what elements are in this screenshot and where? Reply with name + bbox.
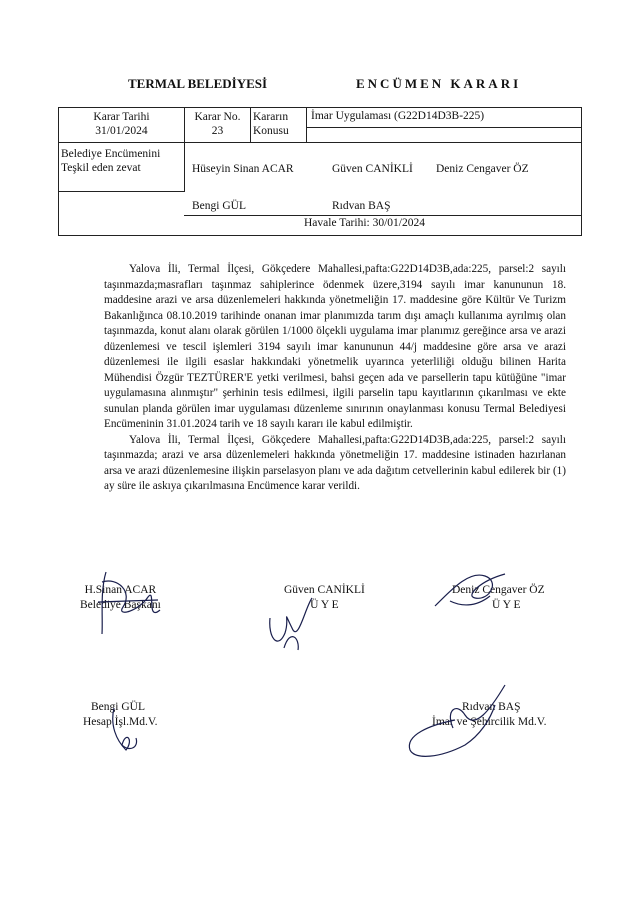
subject-label-cell xyxy=(251,108,307,142)
decision-paragraph-1: Yalova İli, Termal İlçesi, Gökçedere Mahallesi,pafta:G22D14D3B,ada:225, parsel:2 sayılı taşınmazda;masrafları taşınmaz sahiplerince ödenmek üzere,3194 sayılı imar kanununun 18. maddesine arazi ve arsa düzenlemeleri hakkında yönetmeliğin 17. maddesine göre Kültür Ve Turizm Bakanlığınca 08.10.2019 tarihinde onanan imar planımızda tarım dışı amaçlı kullanıma ayrılmış olan taşınmazda, konut alanı olarak görülen 1/1000 ölçekli uygulama imar planımız gereğince arsa ve arazi düzenlemesi ve tescil işlemleri 3194 sayılı imar kanununun 44/j maddesine göre arsa ve arazi düzenlemesi ile ilgili esaslar hakkındaki yönetmelik uyarınca yeterliliği olduğu bilinen Harita Mühendisi Özgür TEZTÜRER'E yetki verilmesi, bahsi geçen ada ve parsellerin tapu kütüğüne "imar uygulamasına alınmıştır" şerhinin tesis edilmesi, ilgili parselin tapu kayıtlarının çıkarılması ve ekte sunulan planda görülen imar uygulaması düzenleme sınırının onaylanması konusu Termal Belediyesi Encümeninin 31.01.2024 tarih ve 18 sayılı kararı ile kabul edilmiştir. xyxy=(104,263,566,430)
decision-number-label: Karar No. xyxy=(194,111,241,123)
member1-signature-scribble xyxy=(260,588,340,658)
member-oz: Deniz Cengaver ÖZ xyxy=(436,163,529,175)
decision-date-value: 31/01/2024 xyxy=(95,125,148,137)
decision-date-cell xyxy=(59,108,185,142)
urban-name: Rıdvan BAŞ xyxy=(462,701,521,713)
decision-number-value: 23 xyxy=(211,125,224,137)
subject-label-line1: Kararın xyxy=(253,111,289,123)
referral-date: Havale Tarihi: 30/01/2024 xyxy=(304,217,425,229)
mayor-title: Belediye Başkanı xyxy=(80,599,161,611)
member2-signature-scribble xyxy=(430,566,520,616)
decision-number-cell xyxy=(185,108,251,142)
finance-name: Bengi GÜL xyxy=(91,701,145,713)
member2-name: Deniz Cengaver ÖZ xyxy=(452,584,545,596)
decision-body xyxy=(104,262,566,495)
mayor-name: H.Sinan ACAR xyxy=(84,584,157,596)
member-bas: Rıdvan BAŞ xyxy=(332,200,391,212)
subject-label-line2: Konusu xyxy=(253,125,289,137)
member-canikli: Güven CANİKLİ xyxy=(332,163,413,175)
table-row-committee xyxy=(59,143,581,235)
finance-signature-scribble xyxy=(104,700,154,760)
committee-label-line1: Belediye Encümenini xyxy=(61,148,161,160)
table-row-decision xyxy=(59,108,581,143)
subject-value: İmar Uygulaması (G22D14D3B-225) xyxy=(311,110,485,122)
document-type-title: ENCÜMEN KARARI xyxy=(356,76,522,91)
municipality-title: TERMAL BELEDİYESİ xyxy=(128,76,268,91)
urban-title: İmar ve Şehircilik Md.V. xyxy=(432,716,547,728)
decision-paragraph-2: Yalova İli, Termal İlçesi, Gökçedere Mahallesi,pafta:G22D14D3B,ada:225, parsel:2 sayılı taşınmazda; arazi ve arsa düzenlemeleri hakkında yönetmeliğin 17. maddesine istinaden hazırlanan arsa ve arazi düzenlemesine ilişkin parselasyon planı ve ada dağıtım cetvellerinin kabul edilerek bir (1) ay süre ile askıya çıkarılmasına Encümence karar verildi. xyxy=(104,433,566,492)
member-acar: Hüseyin Sinan ACAR xyxy=(192,163,294,175)
finance-title: Hesap İşl.Md.V. xyxy=(83,716,158,728)
committee-label-line2: Teşkil eden zevat xyxy=(61,162,141,174)
decision-info-table xyxy=(58,107,582,236)
member1-name: Güven CANİKLİ xyxy=(284,584,365,596)
mayor-signature-scribble xyxy=(88,562,178,642)
subject-value-cell xyxy=(307,108,581,142)
member-gul: Bengi GÜL xyxy=(192,200,246,212)
member2-title: Ü Y E xyxy=(492,599,521,611)
urban-signature-scribble xyxy=(395,680,525,765)
decision-date-label: Karar Tarihi xyxy=(93,111,150,123)
member1-title: Ü Y E xyxy=(310,599,339,611)
committee-label-cell xyxy=(59,143,185,192)
